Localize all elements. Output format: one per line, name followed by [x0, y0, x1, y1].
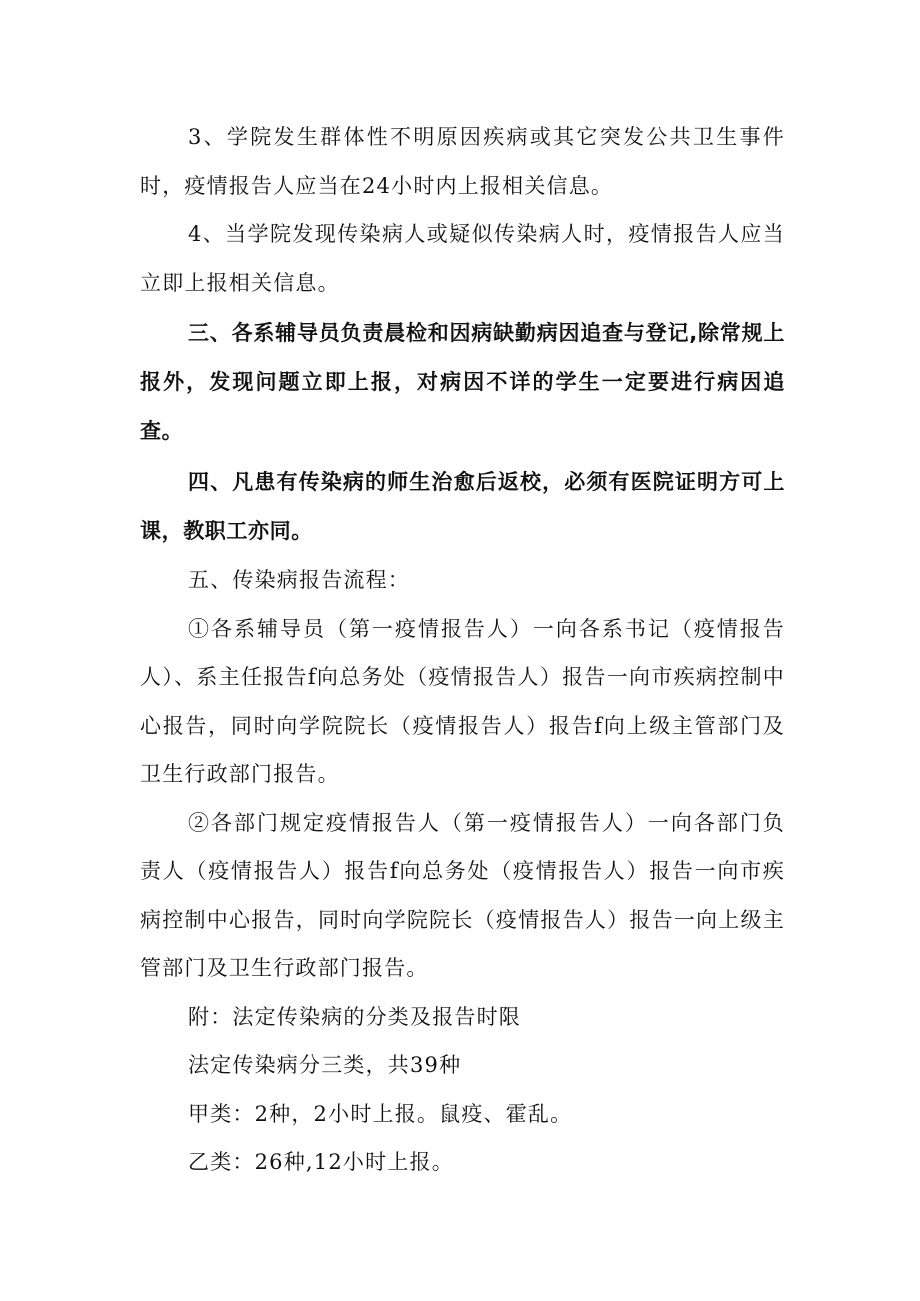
class-b-line: 乙类：26种,12小时上报。 — [188, 1150, 454, 1174]
paragraph-item-4: 4、当学院发现传染病人或疑似传染病人时，疫情报告人应当立即上报相关信息。 — [140, 222, 785, 295]
flow-step-2: ②各部门规定疫情报告人（第一疫情报告人）一向各部门负责人（疫情报告人）报告f向总务处（疫情报告人）报告一向市疾病控制中心报告，同时向学院院长（疫情报告人）报告一向上级主管部门及卫生行政部门报告。 — [140, 810, 785, 980]
flow-step-1: ①各系辅导员（第一疫情报告人）一向各系书记（疫情报告人）、系主任报告f向总务处（疫情报告人）报告一向市疾病控制中心报告，同时向学院院长（疫情报告人）报告f向上级主管部门及卫生行政部门报告。 — [140, 616, 785, 786]
section-five-title: 五、传染病报告流程： — [188, 568, 410, 592]
section-three-heading: 三、各系辅导员负责晨检和因病缺勤病因追查与登记,除常规上报外，发现问题立即上报，对病因不详的学生一定要进行病因追查。 — [140, 321, 785, 443]
paragraph-item-3: 3、学院发生群体性不明原因疾病或其它突发公共卫生事件时，疫情报告人应当在24小时内上报相关信息。 — [140, 125, 785, 198]
document-page — [140, 113, 785, 1187]
section-four-heading: 四、凡患有传染病的师生治愈后返校，必须有医院证明方可上课，教职工亦同。 — [140, 470, 785, 543]
class-a-line: 甲类：2种，2小时上报。鼠疫、霍乱。 — [188, 1101, 573, 1126]
appendix-summary: 法定传染病分三类，共39种 — [188, 1053, 462, 1077]
appendix-title: 附：法定传染病的分类及报告时限 — [188, 1004, 521, 1029]
